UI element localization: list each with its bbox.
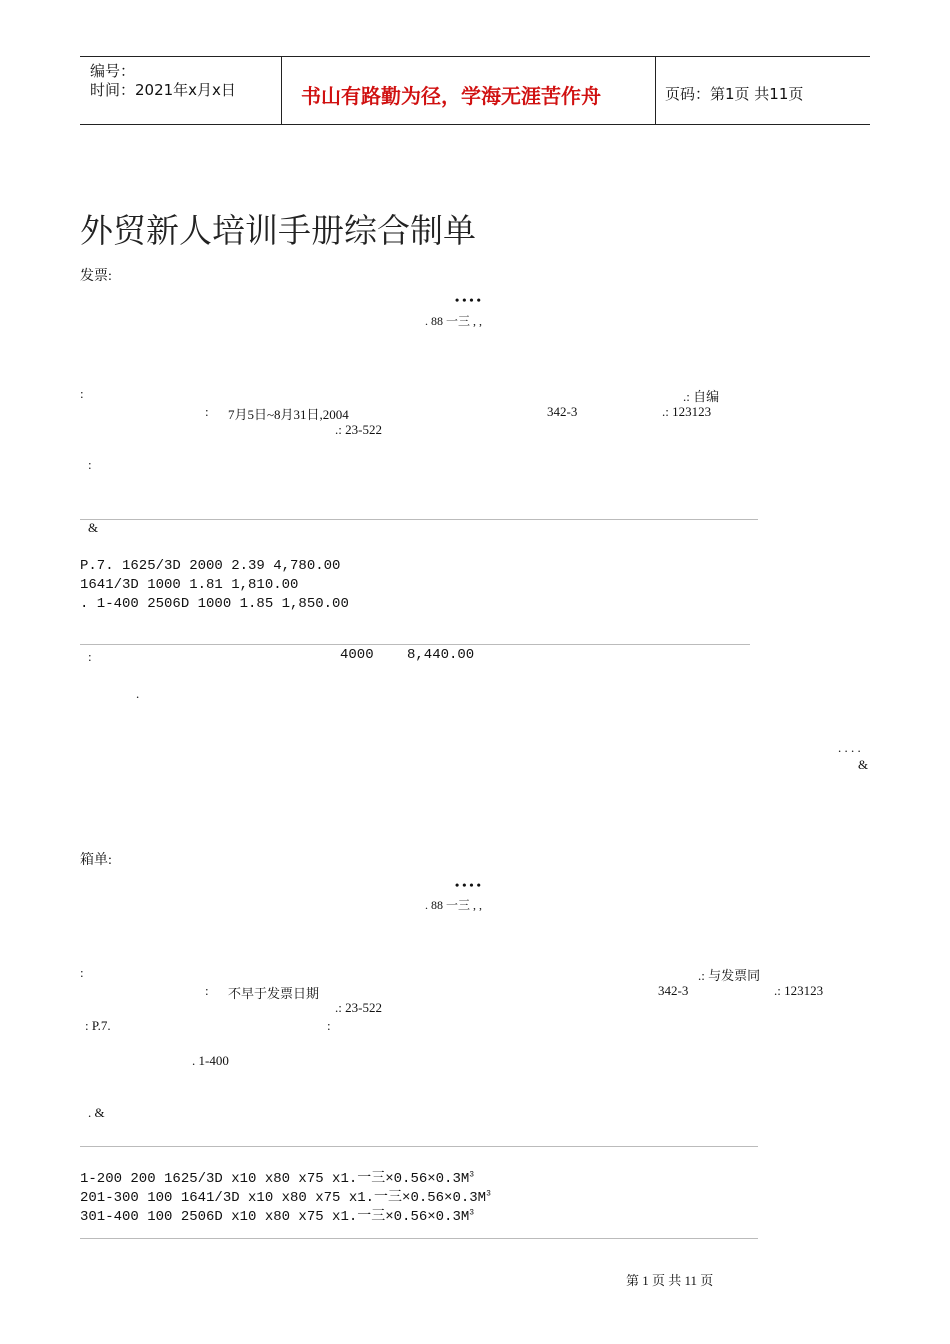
page-label: 页码：第1页 共11页 xyxy=(665,85,804,103)
packing-colon-1: : xyxy=(80,965,84,980)
header-top-rule xyxy=(80,56,870,57)
packing-section-label: 箱单: xyxy=(80,853,112,868)
invoice-row-2: 1641/3D 1000 1.81 1,810.00 xyxy=(80,577,299,593)
invoice-row-1: P.7. 1625/3D 2000 2.39 4,780.00 xyxy=(80,558,341,574)
invoice-date-colon: : xyxy=(205,404,209,419)
packing-table-bottom-rule xyxy=(80,1238,758,1239)
header-divider-left xyxy=(281,57,282,125)
packing-colon-mid: : xyxy=(327,1018,331,1033)
packing-ref: 342-3 xyxy=(658,983,689,998)
page-title: 外贸新人培训手册综合制单 xyxy=(80,214,476,250)
packing-row-1-sup: 3 xyxy=(469,1170,475,1180)
packing-date-colon: : xyxy=(205,983,209,998)
packing-no: .: 与发票同 xyxy=(698,968,761,983)
packing-row-2 xyxy=(80,1186,491,1206)
invoice-colon-1: : xyxy=(80,386,84,401)
packing-row-2-sup: 3 xyxy=(486,1189,491,1199)
corner-amp: & xyxy=(858,757,869,772)
packing-row-3-text: 301-400 100 2506D x10 x80 x75 x1.一三×0.56×0.3M xyxy=(80,1209,470,1225)
packing-marks: : P.7. xyxy=(85,1018,111,1033)
invoice-total-colon: : xyxy=(88,649,92,664)
serial-label: 编号： xyxy=(90,62,136,80)
packing-dots: • • • • xyxy=(455,878,481,892)
invoice-table-bottom-rule xyxy=(80,644,750,645)
corner-dots: . . . . xyxy=(838,740,861,755)
packing-table-top-rule xyxy=(80,1146,758,1147)
invoice-amp: & xyxy=(88,520,99,535)
invoice-ref: 342-3 xyxy=(547,404,578,419)
invoice-dot: . xyxy=(136,686,140,701)
header-divider-right xyxy=(655,57,656,125)
invoice-total-qty: 4000 xyxy=(340,647,374,663)
invoice-section-label: 发票: xyxy=(80,269,112,284)
footer-page-number: 第 1 页 共 11 页 xyxy=(626,1273,714,1288)
packing-row-1 xyxy=(80,1167,474,1187)
packing-head-line: . 88 一三 , , xyxy=(425,898,483,912)
invoice-row-3: . 1-400 2506D 1000 1.85 1,850.00 xyxy=(80,596,349,612)
packing-lc: .: 123123 xyxy=(774,983,824,998)
invoice-head-line: . 88 一三 , , xyxy=(425,314,483,328)
invoice-table-top-rule xyxy=(80,519,758,520)
packing-case-range: . 1-400 xyxy=(192,1053,229,1068)
header-bottom-rule xyxy=(80,124,870,125)
packing-date: 不早于发票日期 xyxy=(228,986,320,1001)
invoice-dots: • • • • xyxy=(455,293,481,307)
invoice-total-amount: 8,440.00 xyxy=(407,647,475,663)
packing-contract: .: 23-522 xyxy=(335,1000,382,1015)
time-label: 时间：2021年x月x日 xyxy=(90,81,236,99)
invoice-no: .: 自编 xyxy=(683,389,720,404)
packing-row-3-sup: 3 xyxy=(469,1208,475,1218)
invoice-colon-2: : xyxy=(88,457,92,472)
packing-row-3 xyxy=(80,1205,474,1225)
invoice-lc: .: 123123 xyxy=(662,404,712,419)
invoice-contract: .: 23-522 xyxy=(335,422,382,437)
packing-row-2-text: 201-300 100 1641/3D x10 x80 x75 x1.一三×0.56×0.3M xyxy=(80,1190,487,1206)
packing-row-1-text: 1-200 200 1625/3D x10 x80 x75 x1.一三×0.56×0.3M xyxy=(80,1171,470,1187)
packing-dot-amp: . & xyxy=(88,1105,105,1120)
invoice-date: 7月5日~8月31日,2004 xyxy=(228,407,349,422)
motto: 书山有路勤为径，学海无涯苦作舟 xyxy=(301,84,601,108)
